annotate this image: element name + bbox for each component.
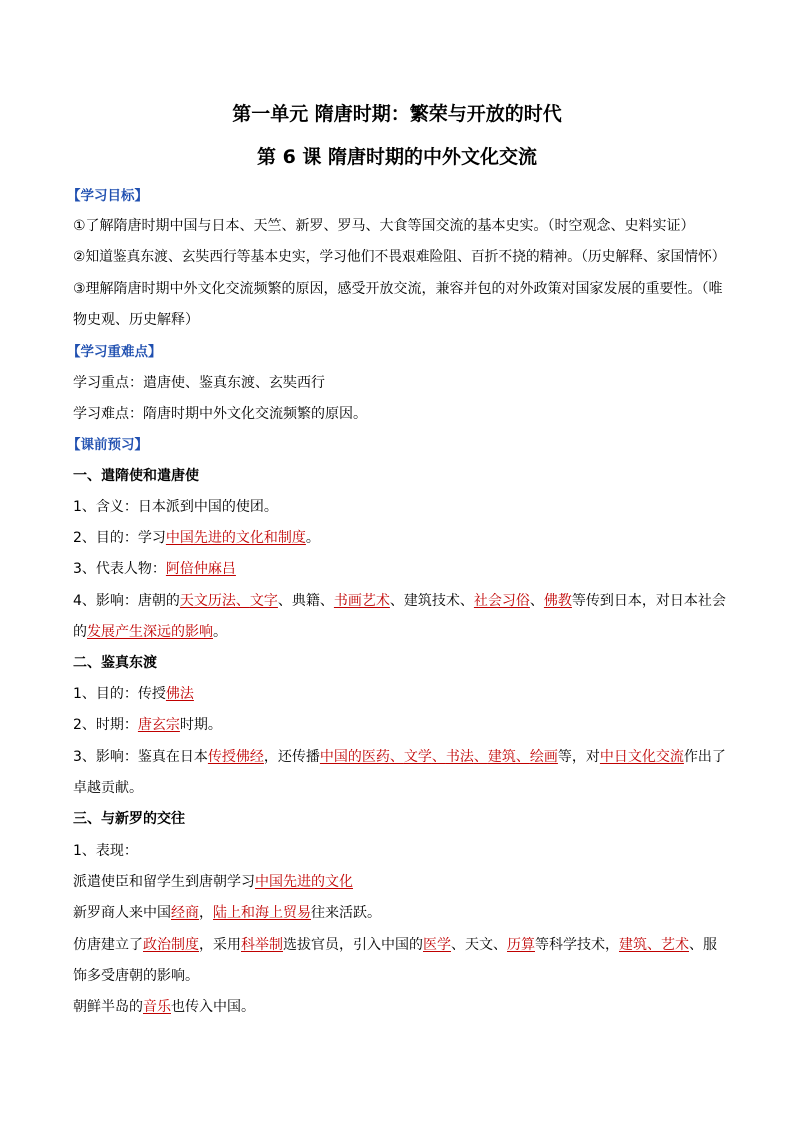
answer: 中国先进的文化 bbox=[255, 874, 353, 890]
answer: 绘画 bbox=[529, 749, 558, 765]
answer: 政治制度 bbox=[143, 937, 199, 953]
objective-3-cont: 物史观、历史解释） bbox=[73, 312, 199, 328]
answer: 历算 bbox=[507, 937, 535, 953]
objective-3: ③理解隋唐时期中外文化交流频繁的原因，感受开放交流，兼容并包的对外政策对国家发展的重要性。（唯 bbox=[73, 281, 723, 297]
key-points-header: 【学习重难点】 bbox=[67, 344, 162, 360]
s3-music: 朝鲜半岛的音乐也传入中国。 bbox=[73, 999, 255, 1015]
lesson-title: 第 6 课 隋唐时期的中外文化交流 bbox=[256, 146, 538, 168]
s1-purpose: 2、目的：学习中国先进的文化和制度。 bbox=[73, 530, 320, 546]
answer: 书法 bbox=[445, 749, 474, 765]
s1-representative: 3、代表人物：阿倍仲麻吕 bbox=[73, 561, 236, 577]
learning-difficulty: 学习难点：隋唐时期中外文化交流频繁的原因。 bbox=[73, 406, 367, 422]
answer: 佛法 bbox=[165, 686, 194, 702]
answer: 中国的医药 bbox=[319, 749, 390, 765]
answer: 建筑 bbox=[619, 937, 647, 953]
s3-merchants: 新罗商人来中国经商，陆上和海上贸易往来活跃。 bbox=[73, 905, 381, 921]
s2-influence: 3、影响：鉴真在日本传授佛经，还传播中国的医药、文学、书法、建筑、绘画等，对中日文化交流作出了 bbox=[73, 749, 726, 765]
answer: 医学 bbox=[423, 937, 451, 953]
answer: 科举制 bbox=[241, 937, 283, 953]
answer: 中日文化交流 bbox=[599, 749, 684, 765]
s3-envoys: 派遣使臣和留学生到唐朝学习中国先进的文化 bbox=[73, 874, 353, 890]
answer: 文学 bbox=[403, 749, 432, 765]
unit-title: 第一单元 隋唐时期：繁荣与开放的时代 bbox=[232, 103, 562, 125]
answer: 天文历法 bbox=[179, 593, 236, 609]
section-2-heading: 二、鉴真东渡 bbox=[73, 655, 157, 671]
section-1-heading: 一、遣隋使和遣唐使 bbox=[73, 468, 199, 484]
answer: 书画艺术 bbox=[333, 593, 390, 609]
answer: 艺术 bbox=[661, 937, 689, 953]
learning-focus: 学习重点：遣唐使、鉴真东渡、玄奘西行 bbox=[73, 375, 325, 391]
answer: 建筑 bbox=[487, 749, 516, 765]
s1-influence: 4、影响：唐朝的天文历法、文字、典籍、书画艺术、建筑技术、社会习俗、佛教等传到日本，对日本社会 bbox=[73, 593, 726, 609]
answer: 文字 bbox=[249, 593, 278, 609]
answer: 发展产生深远的影响 bbox=[87, 624, 213, 640]
answer: 传授佛经 bbox=[207, 749, 264, 765]
s2-influence-cont: 卓越贡献。 bbox=[73, 780, 143, 796]
section-3-heading: 三、与新罗的交往 bbox=[73, 811, 185, 827]
s3-imitation-cont: 饰多受唐朝的影响。 bbox=[73, 968, 199, 984]
s3-imitation: 仿唐建立了政治制度，采用科举制选拔官员，引入中国的医学、天文、历算等科学技术，建筑、艺术、服 bbox=[73, 937, 717, 953]
answer: 唐玄宗 bbox=[137, 717, 180, 733]
answer: 陆上和海上贸易 bbox=[213, 905, 311, 921]
s1-influence-cont: 的发展产生深远的影响。 bbox=[73, 624, 227, 640]
objective-2: ②知道鉴真东渡、玄奘西行等基本史实，学习他们不畏艰难险阻、百折不挠的精神。（历史解释、家国情怀） bbox=[73, 249, 726, 265]
answer: 音乐 bbox=[143, 999, 171, 1015]
answer: 阿倍仲麻吕 bbox=[165, 561, 236, 577]
s2-period: 2、时期：唐玄宗时期。 bbox=[73, 717, 222, 733]
objective-1: ①了解隋唐时期中国与日本、天竺、新罗、罗马、大食等国交流的基本史实。（时空观念、史料实证） bbox=[73, 218, 695, 234]
s3-manifestation: 1、表现： bbox=[73, 843, 138, 859]
answer: 经商 bbox=[171, 905, 199, 921]
objectives-header: 【学习目标】 bbox=[67, 188, 148, 204]
s1-meaning: 1、含义：日本派到中国的使团。 bbox=[73, 499, 278, 515]
answer: 中国先进的文化和制度 bbox=[165, 530, 306, 546]
answer: 社会习俗 bbox=[473, 593, 530, 609]
answer: 佛教 bbox=[543, 593, 572, 609]
preview-header: 【课前预习】 bbox=[67, 437, 148, 453]
s2-purpose: 1、目的：传授佛法 bbox=[73, 686, 194, 702]
